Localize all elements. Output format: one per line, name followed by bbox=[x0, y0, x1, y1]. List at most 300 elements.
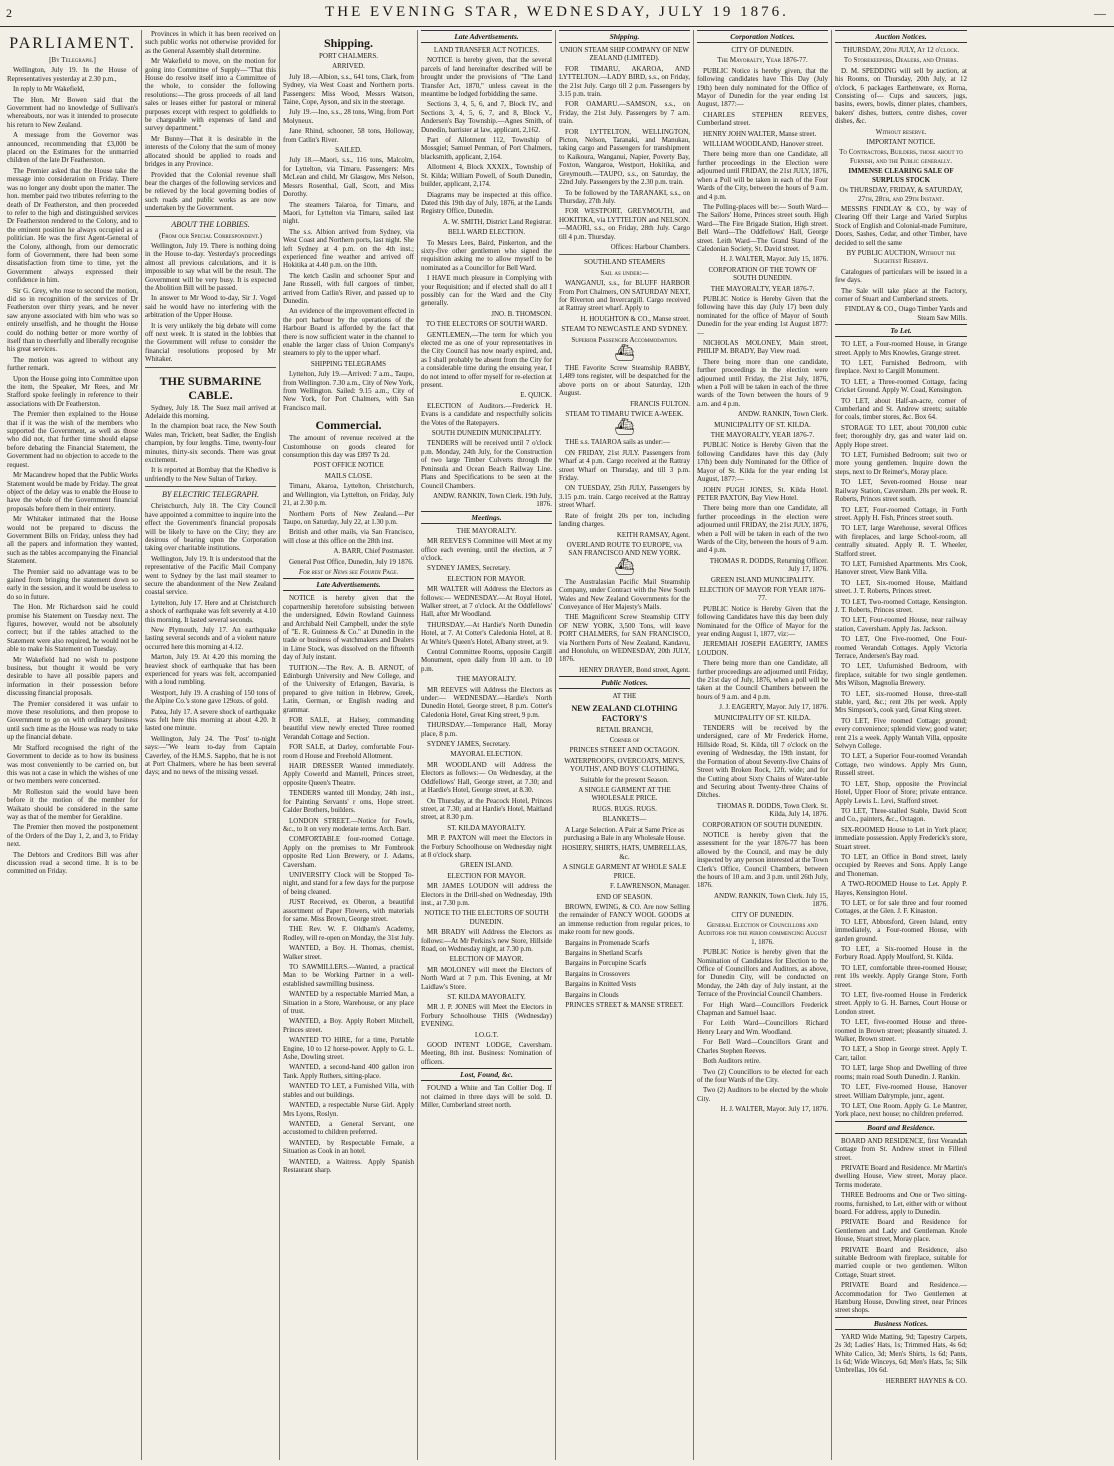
paragraph: The Premier then explained to the House that if it was the wish of the members who supported the Government, as well as those who did not, that further time should elapse before debating the Financial Statement, the Government had no objection to accede to the request. bbox=[7, 410, 138, 469]
paragraph: There being more than one candidate, further proceedings in the election were adjourned until Friday, the 21st July, 1876, when a Poll will be taken in each of the three wards of the Town between the hours of 9 a.m. and 4 p.m. bbox=[697, 357, 828, 408]
without-reserve: Without reserve. bbox=[875, 127, 927, 136]
paragraph: On Thursday, at the Peacock Hotel, Princes street, at 7.30; and at Hardie's Hotel, Maitland street, at 8.30 p.m. bbox=[421, 796, 552, 822]
divider bbox=[145, 216, 276, 217]
catalogue-note: Catalogues of particulars will be issued in a few days. bbox=[835, 267, 967, 285]
late-ads-heading: Late Advertisements. bbox=[421, 30, 552, 43]
paragraph: PUBLIC Notice is Hereby Given that the following Candidates have this day (July 17th) been duly Nominated for the Office of Mayor of St. Kilda for the year ending 1st August, 1877:— bbox=[697, 441, 828, 484]
paragraph: Lyttelton, July 17. Here and at Christchurch a shock of earthquake was felt severely at 4.10 this morning. It lasted several seconds. bbox=[145, 598, 276, 624]
paragraph: TO LET, a Superior Four-roomed Verandah Cottage, two windows. Apply Mrs Gunn, Russell street. bbox=[835, 752, 967, 778]
paragraph: TENDERS wanted till Monday, 24th inst., for Painting Servants' r oms, Hope street. Calder Brothers, builders. bbox=[283, 789, 414, 815]
south-dunedin-assessment-sign: ANDW. RANKIN, Town Clerk. July 15, 1876. bbox=[713, 891, 828, 909]
clothing-factory-heading: NEW ZEALAND CLOTHING FACTORY'S bbox=[571, 703, 678, 723]
paragraph: WANTED, a Boy. Apply Robert Mitchell, Princes street. bbox=[283, 1017, 414, 1034]
paragraph: The motion was agreed to without any further remark. bbox=[7, 355, 138, 373]
south-ward-sign: E. QUICK. bbox=[520, 391, 552, 400]
paragraph: JUST Received, ex Oberon, a beautiful assortment of Paper Flowers, with materials for same. Miss Brown, George street. bbox=[283, 898, 414, 923]
southland-body bbox=[559, 279, 690, 313]
st-kilda-tenders-body: TENDERS will be received by the undersigned, care of Mr Frederick Horne, Hillside Road, St. Kilda, till 7 o'clock on the evening of Wednesday, the 19th instant, for the Formation of about Seventy-five Chains of Street with Broken Rock, 12ft. wide; and for the Cutting about Sixty Chains of Water-table and Securing about Twenty-three Chains of Ditches. bbox=[697, 724, 828, 800]
auditors-notice: ELECTION of Auditors.—Frederick H. Evans is a candidate and respectfully solicits the Votes of the Ratepayers. bbox=[421, 401, 552, 427]
shipping-heading: Shipping. bbox=[559, 30, 690, 43]
lost-found-body: FOUND a White and Tan Collier Dog. If not claimed in three days will be sold. D. Miller, Cumberland street north. bbox=[421, 1084, 552, 1110]
land-transfer-body bbox=[421, 56, 552, 215]
paragraph: It is reported at Bombay that the Khedive is unfriendly to the New Sultan of Turkey. bbox=[145, 466, 276, 483]
paragraph: Marton, July 19. At 4.20 this morning the heaviest shock of earthquake that has been experienced for years was felt, accompanied with a loud rumbling. bbox=[145, 653, 276, 687]
overland-body bbox=[559, 578, 690, 664]
newcastle-sign: FRANCIS FULTON. bbox=[630, 399, 690, 408]
paragraph: In answer to Mr Wood to-day, Sir J. Vogel said he would have no interfering with the arbitration of the Upper House. bbox=[145, 294, 276, 320]
business-body: YARD Wide Matting, 9d; Tapestry Carpets, 2s 3d; Ladies' Hats, 1s; Trimmed Hats, 4s 6d; White Calico, 3d; Men's Shirts, 1s 6d; Pants, 1s 6d; Wide Winceys, 6d; Men's Hats, 5s; Silk Umbrellas, 10s 6d. bbox=[835, 1332, 967, 1375]
southland-sign: H. HOUGHTON & CO., Manse street. bbox=[580, 314, 690, 323]
green-island-heading: GREEN ISLAND. bbox=[460, 861, 513, 870]
paragraph: Wellington, July 19. In the House of Representatives yesterday at 2.30 p.m., bbox=[7, 66, 138, 83]
to-let-heading: To Let. bbox=[835, 324, 967, 337]
commercial-heading: Commercial. bbox=[315, 418, 382, 433]
paragraph: A SINGLE GARMENT AT THE WHOLESALE PRICE. bbox=[578, 786, 671, 803]
paragraph: Wellington, July 24. The 'Post' to-night says:—"We learn to-day from Captain Caverley, of the H.M.S. Sappho, that he is not at Port Chalmers, where he has been several days; and no news of the missing vessel. bbox=[145, 734, 276, 777]
corner-of-label: Corner of bbox=[609, 736, 640, 744]
paragraph: PUBLIC Notice is hereby given, that the following candidates have This Day (July 19th) been duly nominated for the Office of Mayor of Dunedin for the year ending 1st August, 1877:— bbox=[697, 66, 828, 109]
paragraph: TO LET, Three-stalled Stable, David Scott and Co., painters, &c., Octagon. bbox=[835, 806, 967, 824]
paragraph: Sections 3, 4, 5, 6, and 7, Block IV., and Sections 3, 4, 5, 6, 7, and 8, Block V., Andersen's Bay Township.—Agnes Smith, of Dunedin, barrister at law, applicant, 2,162. bbox=[421, 100, 552, 134]
south-dunedin-assessment-heading: CORPORATION OF SOUTH DUNEDIN. bbox=[702, 820, 823, 829]
shipping-telegrams-body bbox=[283, 370, 414, 412]
shipping-telegrams-heading: SHIPPING TELEGRAMS bbox=[310, 359, 387, 368]
paragraph: BLANKETS— bbox=[602, 815, 647, 824]
paragraph: A message from the Governor was announced, recommending that £3,000 be placed on the Estimates for the unmarried children of the late Dr Featherston. bbox=[7, 131, 138, 165]
paragraph: Sir G. Grey, who rose to second the motion, did so in recognition of the services of Dr Featherston over thirty years, and he never saw anyone associated with him who was so entirely unselfish, and he thought the House could do nothing better or more worthy of itself than to cheerfully and liberally recognise his great services. bbox=[7, 286, 138, 354]
paragraph: Both Auditors retire. bbox=[703, 1057, 761, 1066]
st-kilda-heading: ST. KILDA MAYORALTY. bbox=[447, 823, 526, 832]
paragraph: Provided that the Colonial revenue shall bear the charges of the following services and be relieved by the local governing bodies of such roads and public works as are now undertaken by the Government. bbox=[145, 170, 276, 213]
paragraph: WANTED, a respectable Nurse Girl. Apply Mrs Lyons, Roslyn. bbox=[283, 1101, 414, 1118]
paragraph: The s.s. Albion arrived from Sydney, via West Coast and Northern ports, last night. She left Sydney at 4 p.m. on the 4th inst.; experienced fine weather and arrived off Hokitika at 4.40 p.m. on the 10th. bbox=[283, 227, 414, 270]
paragraph: TO LET, five-roomed House in Frederick street. Apply to G. H. Barnes, Court House or London street. bbox=[835, 991, 967, 1016]
mayoral-election-heading: MAYORAL ELECTION. bbox=[450, 750, 523, 759]
parliament-heading: PARLIAMENT. bbox=[9, 35, 136, 52]
paragraph: Rate of freight 20s per ton, including landing charges. bbox=[559, 511, 690, 529]
election-mayor-heading: ELECTION OF MAYOR. bbox=[449, 955, 524, 964]
paragraph: TO LET, an Office in Bond street, lately occupied by Reeves and Sons. Apply Lange and Thoneman. bbox=[835, 852, 967, 878]
south-dunedin-assessment-body: NOTICE is hereby given that the assessment for the year 1876-77 has been allowed by the Council, and may be duly inspected by any person interested at the Town Clerk's Office, Council Chambers, between the hours of 10 a.m. and 3 p.m. until 26th July, 1876. bbox=[697, 830, 828, 890]
princes-octagon-label: PRINCES STREET AND OCTAGON. bbox=[569, 746, 680, 755]
st-kilda2-heading: ST. KILDA MAYORALTY. bbox=[447, 993, 526, 1002]
st-kilda-tenders-sign: THOMAS R. DODDS, Town Clerk. St. Kilda, July 14, 1876. bbox=[716, 801, 828, 819]
paragraph: SYDNEY JAMES, Secretary. bbox=[427, 564, 511, 573]
retail-branch-label: RETAIL BRANCH, bbox=[596, 725, 653, 734]
important-notice-sub: To Contractors, Builders, those about to Furnish, and the Public generally. bbox=[839, 148, 963, 165]
paragraph: FOR SALE, at Halsey, commanding beautiful view newly erected Three roomed Verandah Cottage and Section. bbox=[283, 716, 414, 741]
late-ads-body bbox=[283, 594, 414, 1174]
iogt-body: GOOD INTENT LODGE, Caversham. Meeting, 8th inst. Business: Nomination of officers. bbox=[421, 1041, 552, 1066]
paragraph: WANTED by a respectable Married Man, a Situation in a Store, Warehouse, or any place of trust. bbox=[283, 990, 414, 1016]
paragraph: NOTICE is hereby given, that the several parcels of land hereinafter described will be brought under the provisions of "The Land Transfer Act, 1870," unless caveat in the meantime be lodged forbidding the same. bbox=[421, 56, 552, 99]
paragraph: A Large Selection. A Pair at Same Price as purchasing a Bale in any Wholesale House. bbox=[563, 825, 686, 843]
paragraph: TO LET, Five-roomed House, Hanover street. William Dalrymple, junr., agent. bbox=[835, 1083, 967, 1100]
st-kilda-tenders-heading: MUNICIPALITY OF ST. KILDA. bbox=[714, 713, 811, 722]
paragraph: Bargains in Crossovers bbox=[565, 969, 630, 978]
paragraph: TO LET, five-roomed House and three-roomed in Brown street; pleasantly situated. J. Walker, Brown street. bbox=[835, 1018, 967, 1044]
column-4 bbox=[418, 30, 556, 1460]
page-number: 2 bbox=[6, 6, 12, 20]
steamship-icon: ⛴ bbox=[614, 558, 635, 576]
paragraph: TO LET, a Six-roomed House in the Forbury Road. Apply Moulford, St. Kilda. bbox=[835, 945, 967, 962]
paragraph: Jane Rhind, schooner, 58 tons, Holloway, from Catlin's River. bbox=[283, 127, 414, 144]
paragraph: SYDNEY JAMES, Secretary. bbox=[427, 740, 511, 749]
paragraph: THURSDAY.—Temperance Hall, Moray place, 8 p.m. bbox=[421, 721, 552, 738]
paragraph: TO LET, large Warehouse, several Offices with fireplaces, and large School-room, all centrally situated. Apply R. T. Wheeler, Stafford street. bbox=[835, 524, 967, 558]
paragraph: TO LET, Shop, opposite the Provincial Hotel, Upper Floor of Store; private entrance. Apply Lewis L. Levi, Stafford street. bbox=[835, 779, 967, 805]
paragraph: TO LET, Seven-roomed House near Railway Station, Caversham. 20s per week. R. Roberts, Princes street south. bbox=[835, 478, 967, 504]
paragraph: JEREMIAH JOSEPH EAGERTY, JAMES LOUDON. bbox=[697, 640, 828, 657]
paragraph: TO LET, large Shop and Dwelling of three rooms; main road South Dunedin. J. Rankin. bbox=[835, 1064, 967, 1081]
green-island-sub: ELECTION FOR MAYOR. bbox=[447, 871, 526, 880]
paragraph: WANGANUI, s.s., for BLUFF HARBOR From Port Chalmers, ON SATURDAY NEXT, for Riverton and Invercargill. Cargo received at Rattray street wharf. Apply to bbox=[559, 279, 690, 313]
paragraph: Timaru, Akaroa, Lyttelton, Christchurch, and Wellington, via Lyttelton, on Friday, July 21, at 2.30 p.m. bbox=[283, 482, 414, 508]
business-notices-heading: Business Notices. bbox=[835, 1317, 967, 1330]
masthead bbox=[0, 0, 1114, 27]
paragraph: British and other mails, via San Francisco, will close at this office on the 28th inst. bbox=[283, 528, 414, 545]
paragraph: HOSIERY, SHIRTS, HATS, UMBRELLAS, &c. bbox=[562, 844, 687, 861]
timaru-body bbox=[559, 438, 690, 528]
overland-sign: HENRY DRAYER, Bond street, Agent. bbox=[579, 665, 690, 674]
paragraph: THE Rev. W. F. Oldham's Academy, Rodley, will re-open on Monday, the 31st July. bbox=[283, 925, 414, 942]
late-ads-heading: Late Advertisements. bbox=[283, 578, 414, 591]
st-kilda-body: MR P. PAXTON will meet the Electors in the Forbury Schoolhouse on Wednesday night at 8 o'clock sharp. bbox=[421, 834, 552, 859]
lost-found-heading: Lost, Found, &c. bbox=[421, 1068, 552, 1081]
at-the-label: AT THE bbox=[612, 692, 637, 701]
telegraph-heading: BY ELECTRIC TELEGRAPH. bbox=[161, 490, 260, 500]
column-1 bbox=[4, 30, 142, 1460]
auction-notices-heading: Auction Notices. bbox=[835, 30, 967, 43]
arrived-label: ARRIVED. bbox=[332, 62, 365, 71]
paragraph: The steamers Taiaroa, for Timaru, and Maori, for Lyttelton via Timaru, sailed last night. bbox=[283, 200, 414, 226]
iogt-heading: I.O.G.T. bbox=[474, 1030, 499, 1039]
paragraph: The ketch Caslin and schooner Spur and Jane Russell, with full cargoes of timber, arrived from Catlin's River, and passed up to Dunedin. bbox=[283, 271, 414, 305]
paragraph: TO LET, a Four-roomed House, in Grange street. Apply to Mrs Knowles, Grange street. bbox=[835, 340, 967, 357]
paragraph: WANTED, a Waitress. Apply Spanish Restaurant sharp. bbox=[283, 1157, 414, 1174]
green-island-muni-heading: GREEN ISLAND MUNICIPALITY. bbox=[710, 575, 815, 584]
paragraph: It is very unlikely the big debate will come off next week. It is stated in the lobbies that the Government will refuse to consider the financial resolutions proposed by Mr Whitaker. bbox=[145, 321, 276, 364]
dunedin-election-sub: General Election of Councillors and Auditors for the period commencing August 1, 1876. bbox=[698, 921, 827, 946]
south-ward-heading: TO THE ELECTORS OF SOUTH WARD. bbox=[425, 320, 548, 329]
paragraph: Mr Whitaker intimated that the House would not be prepared to discuss the Government Bills on Friday, unless they had all the papers and information they wanted, such as the tables accompanying the Financial Statement. bbox=[7, 515, 138, 566]
paragraph: There being more than one Candidate, all further proceedings in the Election were adjourned until FRIDAY, the 21st JULY, 1876, when a Poll will be taken in each of the Four Wards of the City, between the hours of 9 a.m. and 4 p.m. bbox=[697, 150, 828, 201]
findlay-body: MESSRS FINDLAY & CO., by way of Clearing Off their Large and Varied Surplus Stock of English and Colonial-made Furniture, Doors, Sashes, Cedar, and other Timber, have decided to sell the same bbox=[835, 204, 967, 247]
steamship-icon: ⛴ bbox=[614, 345, 635, 362]
corporation-notices-heading: Corporation Notices. bbox=[697, 30, 828, 43]
paragraph: The Hon. Mr Richardson said he could promise his Statement on Tuesday next. The figures, however, would not be absolutely correct; but if the tables attached to the Statement were also required, he would not be able to make his Statement on Tuesday. bbox=[7, 603, 138, 654]
paragraph: PRIVATE Board and Residence for Gentlemen and Lady and Gentleman. Knole House, Stuart street, Moray place. bbox=[835, 1218, 967, 1244]
paragraph: RUGS. RUGS. RUGS. bbox=[592, 804, 657, 813]
paragraph: THE s.s. TAIAROA sails as under:— bbox=[565, 438, 670, 447]
paragraph: Bargains in Shetland Scarfs bbox=[565, 948, 643, 957]
clearing-sale-heading: IMMENSE CLEARING SALE OF SURPLUS STOCK bbox=[848, 167, 954, 184]
paragraph: TO LET, Four-roomed House, near railway station, Caversham. Apply Jas. Jackson. bbox=[835, 616, 967, 633]
paragraph: HENRY JOHN WALTER, Manse street. bbox=[703, 129, 817, 138]
paragraph: NICHOLAS MOLONEY, Main street, PHILIP M. BRADY, Bay View road. bbox=[697, 339, 828, 356]
newspaper-title: THE EVENING STAR, WEDNESDAY, JULY 19 1876. bbox=[325, 4, 789, 20]
paragraph: TO LET, Six-roomed House, Maitland street. J. T. Roberts, Princes street. bbox=[835, 578, 967, 596]
paragraph: Lyttelton, July 19.—Arrived: 7 a.m., Taupo, from Wellington. 7.30 a.m., City of New York, from Wellington. Sailed: 9.15 a.m., City of New York, for Port Chalmers, with San Francisco mail. bbox=[283, 370, 414, 412]
paragraph: SIX-ROOMED House to Let in York place; immediate possession. Apply Frederick's store, Stuart street. bbox=[835, 825, 967, 851]
bell-ward-body bbox=[421, 239, 552, 308]
brown-ewing-sign: PRINCES STREET & MANSE STREET. bbox=[565, 1000, 684, 1009]
mayor-election-heading: ELECTION FOR MAYOR. bbox=[447, 574, 526, 583]
paragraph: MR REEVES will Address the Electors as under:— WEDNESDAY.—Hardie's North Dunedin Hotel, George street, 8 p.m. Cotter's Caledonia Hotel, Great King street, 9 p.m. bbox=[421, 685, 552, 719]
divider bbox=[145, 486, 276, 487]
column-6 bbox=[694, 30, 832, 1460]
city-dunedin-heading: CITY OF DUNEDIN. bbox=[731, 46, 794, 54]
paragraph: The Premier asked that the House take the message into consideration on Friday. There was no longer any doubt upon the matter. The hon. member paid two tributes referring to the death of Dr Featherston, and then proceeded to refer to the high and distinguished services Dr Featherston rendered to the Colony, and to the eminent position he always occupied as a politician. He was the first Agent-General of the Colony, although, from our democratic form of Government, there had been some dissatisfaction from time to time, yet the Government always expressed their confidence in him. bbox=[7, 166, 138, 285]
paragraph: Mr Bunny—That it is desirable in the interests of the Colony that the sum of money allocated should be applied to roads and bridges in any Province. bbox=[145, 134, 276, 169]
paragraph: There being more than one Candidate, all further proceedings are adjourned until Friday, the 21st day of July, 1876, when a poll will be taken at the Council Chambers between the hours of 9 a.m. and 4 p.m. bbox=[697, 659, 828, 701]
paragraph: WANTED TO LET, a Furnished Villa, with stables and out buildings. bbox=[283, 1082, 414, 1099]
paragraph: PRIVATE Board and Residence, also suitable Bedroom with fireplace, suitable for married couple or two gentlemen. Wilton Cottage, Stuart street. bbox=[835, 1245, 967, 1279]
union-heading: UNION STEAM SHIP COMPANY OF NEW ZEALAND (LIMITED). bbox=[560, 46, 689, 63]
mayoralty2-heading: THE MAYORALTY. bbox=[456, 675, 517, 684]
paragraph: Christchurch, July 18. The City Council have appointed a committee to inquire into the effect the Government's financial proposals will be likely to have on the City; they are desirous of bearing upon the Corporation taking over charitable institutions. bbox=[145, 502, 276, 553]
paragraph: PUBLIC Notice is hereby given that the Nomination of Candidates for Election to the Office of Councillors and Auditors, as above, for Dunedin City, will be conducted on Monday, the 24th day of July instant, at the Terrace of the Provincial Council Chambers. bbox=[697, 948, 828, 999]
brown-ewing-body: BROWN, EWING, & CO. Are now Selling the remainder of FANCY WOOL GOODS at an immense reduction from regular prices, to make room for new goods. bbox=[559, 902, 690, 937]
column-2 bbox=[142, 30, 280, 1460]
paragraph: Westport, July 19. A crashing of 150 tons of the Alpine Co.'s stone gave 129ozs. of gold. bbox=[145, 688, 276, 706]
post-office-sign: A. BARR, Chief Postmaster. bbox=[333, 547, 414, 556]
paragraph: Northern Ports of New Zealand.—Per Taupo, on Saturday, July 22, at 1.30 p.m. bbox=[283, 509, 414, 526]
column-7 bbox=[832, 30, 970, 1460]
st-kilda-muni-heading: MUNICIPALITY OF ST. KILDA. bbox=[714, 420, 811, 429]
paragraph: PUBLIC Notice is Hereby Given that the following Candidates have this day been duly Nominated for the Office of Mayor for the year ending August 1, 1877, viz:— bbox=[697, 604, 828, 638]
paragraph: Sydney, July 18. The Suez mail arrived at Adelaide this morning. bbox=[145, 403, 276, 421]
paragraph: PRIVATE Board and Residence. Mr Martin's dwelling House, View street, Moray place. Terms moderate. bbox=[835, 1163, 967, 1189]
board-residence-list bbox=[835, 1137, 967, 1315]
paragraph: Provinces in which it has been received on such public works not otherwise provided for as the General Assembly shall determine. bbox=[145, 30, 276, 55]
paragraph: I HAVE much pleasure in Complying with your Requisition; and if elected shall do all I possibly can for the Ward and the City generally. bbox=[421, 274, 552, 308]
timaru-sign: KEITH RAMSAY, Agent. bbox=[616, 530, 690, 539]
paragraph: TO SAWMILLERS.—Wanted, a practical Man to be Working Partner in a well-established sawmilling business. bbox=[283, 963, 414, 988]
paragraph: WILLIAM WOODLAND, Hanover street. bbox=[703, 140, 824, 149]
paragraph: BOARD AND RESIDENCE, first Verandah Cottage from St. Andrew street in Filleul street. bbox=[835, 1136, 967, 1162]
paragraph: Mr Rolleston said the would have been before it the motion of the member for Waikato should be considered in the same way as that of the member for Geraldine. bbox=[7, 787, 138, 821]
bell-ward-sign: JNO. B. THOMSON. bbox=[491, 309, 552, 318]
sale-place-note: The Sale will take place at the Factory, corner of Stuart and Cumberland streets. bbox=[835, 286, 967, 303]
south-dunedin-sign: ANDW. RANKIN, Town Clerk. 19th July, 1876. bbox=[432, 491, 552, 509]
paragraph: WANTED, a second-hand 400 gallon iron Tank. Apply Ruthers, sitting-place. bbox=[283, 1063, 414, 1080]
port-heading: PORT CHALMERS. bbox=[319, 52, 378, 60]
business-sign: HERBERT HAYNES & CO. bbox=[885, 1376, 967, 1385]
paragraph: THURSDAY.—At Hardie's North Dunedin Hotel, at 7. At Cotter's Caledonia Hotel, at 8. At White's Queen's Hotel, Albany street, at 9. bbox=[421, 620, 552, 646]
paragraph: TO LET, Four-roomed Cottage, in Forth street. Apply H. Fish, Princes street south. bbox=[835, 505, 967, 522]
paragraph: A TWO-ROOMED House to Let. Apply P. Hayes, Kensington Hotel. bbox=[835, 880, 967, 897]
paragraph: ON FRIDAY, 21st JULY. Passengers from Wharf at 4 p.m. Cargo received at the Rattray street Wharf on Thursday, and till 3 p.m. Friday. bbox=[559, 448, 690, 483]
column-3 bbox=[280, 30, 418, 1460]
end-season-heading: END OF SEASON. bbox=[596, 892, 653, 901]
paragraph: Mr Macandrew hoped that the Public Works Statement would be made by Friday. The great object of the delay was to enable the House to have the whole of the Government financial proposals before them in their entirety. bbox=[7, 471, 138, 513]
paragraph: The Premier said no advantage was to be gained from bringing the statement down so early in the session, and it would be useless to do so in future. bbox=[7, 567, 138, 601]
paragraph: Mr Stafford recognised the right of the Government to decide as to how its business was most conveniently to be carried on, but this was not a case in which the wishes of one or two members were concerned. bbox=[7, 743, 138, 786]
divider bbox=[559, 254, 690, 255]
paragraph: NOTICE is hereby given that the copartnership heretofore subsisting between the undersigned, Edwin Rowland Guinness and Archibald Neil Campbell, under the style of "E. R. Guinness & Co." at Dunedin in the trade or business of watchmakers and Dealers in Lime Stock, was dissolved on the fifteenth day of July instant. bbox=[283, 594, 414, 662]
bargains-list bbox=[559, 939, 690, 999]
paragraph: Bargains in Promenade Scarfs bbox=[565, 938, 650, 947]
paragraph: The Premier considered it was unfair to move these resolutions, and then propose to Government to go on with ordinary business until such time as the House was ready to take up the financial debate. bbox=[7, 699, 138, 742]
city-dunedin-body bbox=[697, 67, 828, 254]
paragraph: JOHN PUGH JONES, St. Kilda Hotel. PETER PAXTON, Bay View Hotel. bbox=[697, 485, 828, 502]
clothing-sign: F. LAWRENSON, Manager. bbox=[610, 882, 690, 891]
paragraph: New Plymouth, July 17. An earthquake lasting several seconds and of a violent nature occurred here this morning at 4.12. bbox=[145, 625, 276, 651]
paragraph: TO LET, One Five-roomed, One Four-roomed Verandah Cottages. Apply Victoria Terrace, Andersen's Bay road. bbox=[835, 635, 967, 660]
post-office-date: General Post Office, Dunedin, July 19 1876. bbox=[289, 557, 414, 566]
timaru-heading: STEAM TO TIMARU TWICE A-WEEK. bbox=[565, 410, 684, 419]
paragraph: Upon the House going into Committee upon the item, the Speaker, Mr Rees, and Mr Stafford spoke feelingly in reference to their associations with Dr Featherston. bbox=[7, 374, 138, 408]
paragraph: FOR LYTTELTON, WELLINGTON, Picton, Nelson, Taranaki, and Manukau, taking cargo and Passengers for transhipment to Kaikoura, Wanganui, Napier, Poverty Bay, Foxton, Wangaroa, Westport, Hokitika, and Greymouth.—TAUPO, s.s., on Saturday, the 22nd July. Passengers by the 2.30 p.m. train. bbox=[559, 127, 690, 187]
paragraph: WANTED TO HIRE, for a time, Portable Engine, 10 to 12 horse-power. Apply to G. L. Ashe, Dowling street. bbox=[283, 1036, 414, 1062]
board-residence-heading: Board and Residence. bbox=[835, 1121, 967, 1134]
shipping-heading: Shipping. bbox=[323, 36, 374, 50]
green-island-muni-sign: J. J. EAGERTY, Mayor. July 17, 1876. bbox=[719, 703, 828, 712]
paragraph: FOR TIMARU, AKAROA, AND LYTTELTON.—LADY BIRD, s.s., on Friday, the 21st July. Cargo till 2 p.m. Passengers by 3.15 p.m. train. bbox=[559, 64, 690, 99]
newcastle-body: THE Favorite Screw Steamship RABBY, 1,489 tons register, will be despatched for the above ports on or about Saturday, 12th August. bbox=[559, 364, 690, 398]
south-dunedin-heading: SOUTH DUNEDIN MUNICIPALITY. bbox=[431, 429, 542, 438]
paragraph: July 18.—Maori, s.s., 116 tons, Malcolm, for Lyttelton, via Timaru. Passengers: Mrs McLean and child, Mr Glasgow, Mrs Nelson, Messrs Rosenthal, Gall, Scott, and Miss Dorothy. bbox=[283, 156, 414, 199]
overland-heading: OVERLAND ROUTE TO EUROPE, via SAN FRANCISCO AND NEW YORK. bbox=[566, 540, 683, 558]
paragraph: Wellington, July 19. There is nothing doing in the House to-day. Yesterday's proceedings almost all previous calculations, and it is impossible to say what will be the result. The Government will be very busy. It is expected the Abolition Bill will be passed. bbox=[145, 241, 276, 292]
st-kilda2-body: MR J. P. JONES will Meet the Electors in Forbury Schoolhouse THIS (Wednesday) EVENING. bbox=[421, 1003, 552, 1029]
paragraph: MR WOODLAND will Address the Electors as follows:— On Wednesday, at the Oddfellows' Hall, George street, at 7.30; and at Hardie's Hotel, George street, at 8.30. bbox=[421, 760, 552, 795]
paragraph: Two (2) Councillors to be elected for each of the four Wards of the City. bbox=[697, 1067, 828, 1084]
paragraph: CHARLES STEPHEN REEVES, Cumberland street. bbox=[697, 110, 828, 128]
south-dunedin-corp-body bbox=[697, 295, 828, 408]
south-ward-body: GENTLEMEN,—The term for which you elected me as one of your representatives in the City Council has now nearly expired, and, as I shall probably be absent from the City for a considerable time during the ensuing year, I do not intend to offer myself for re-election at present. bbox=[421, 330, 552, 390]
paragraph: FOR WESTPORT, GREYMOUTH, and HOKITIKA, via LYTTELTON and NELSON.—MAORI, s.s., on Friday, 28th July. Cargo till 4 p.m. Thursday. bbox=[559, 207, 690, 241]
paragraph: Bargains in Knitted Vests bbox=[565, 980, 637, 989]
dunedin-election-body bbox=[697, 948, 828, 1103]
paragraph: LONDON STREET.—Notice for Fowls, &c., to lt on very moderate terms. Arch. Barr. bbox=[283, 816, 414, 833]
paragraph: Mr Wakefield had no wish to postpone business, but thought it would be very desirable to have all possible papers and information in their possession before discussing financial proposals. bbox=[7, 655, 138, 698]
south-dunedin-corp-heading: CORPORATION OF THE TOWN OF SOUTH DUNEDIN. bbox=[708, 265, 817, 283]
to-let-list bbox=[835, 340, 967, 1119]
paragraph: TO LET, Abbotsford, Green Island, entry immediately, a Four-roomed House, with garden ground. bbox=[835, 917, 967, 943]
mayoralty2-body bbox=[421, 686, 552, 749]
paragraph: To be followed by the TARANAKI, s.s., on Thursday, 27th July. bbox=[559, 188, 690, 205]
paragraph: TO LET, a Three-roomed Cottage, facing Cricket Ground. Apply W. Coad, Kensington. bbox=[835, 377, 967, 395]
paragraph: PUBLIC Notice is Hereby Given that the following have this day (July 17) been duly nominated for the office of Mayor of South Dunedin for the year ending 1st August 1877:— bbox=[697, 294, 828, 337]
paragraph: THE Magnificent Screw Steamship CITY OF NEW YORK, 3,500 Tons, will leave PORT CHALMERS, for SAN FRANCISCO, via Northern Ports of New Zealand, Kandavu, and Honolulu, on WEDNESDAY, 20th JULY, 1876. bbox=[559, 613, 690, 664]
paragraph: Wellington, July 19. It is understood that the representative of the Pacific Mail Company went to Sydney by the last mail steamer to secure the abandonment of the New Zealand coastal service. bbox=[145, 554, 276, 597]
paragraph: Part of Allotment 112, Township of Mossgiel; Samuel Penman, of Port Chalmers, blacksmith, applicant, 2,164. bbox=[421, 136, 552, 161]
paragraph: A SINGLE GARMENT AT WHOLE SALE PRICE. bbox=[562, 863, 687, 880]
southland-sub: Sail as under:— bbox=[600, 268, 649, 277]
paragraph: Two (2) Auditors to be elected by the whole City. bbox=[697, 1086, 828, 1103]
mayor-election-body bbox=[421, 585, 552, 673]
paragraph: July 19.—Ino, s.s., 28 tons, Wing, from Port Molyneux. bbox=[283, 108, 414, 125]
paragraph: TO LET, a Shop in George street. Apply T. Carr, tailor. bbox=[835, 1045, 967, 1062]
southland-heading: SOUTHLAND STEAMERS bbox=[583, 258, 666, 267]
south-dunedin-corp-sign: ANDW. RANKIN, Town Clerk. bbox=[737, 410, 828, 419]
public-notices-heading: Public Notices. bbox=[559, 676, 690, 689]
green-island-body: MR JAMES LOUDON will address the Electors in the Drill-shed on Wednesday, 19th inst., at 7.30 p.m. bbox=[421, 882, 552, 907]
sailed-label: SAILED. bbox=[335, 146, 362, 155]
post-office-heading: POST OFFICE NOTICE bbox=[313, 461, 384, 470]
paragraph: Bargains in Porcupine Scarfs bbox=[565, 959, 647, 968]
clearing-sale-dates: On THURSDAY, FRIDAY, & SATURDAY, 27th, 28th, and 29th Instant. bbox=[839, 186, 963, 203]
paragraph: In the champion boat race, the New South Wales man, Trickett, beat Sadler, the English champion, by four lengths. Time, twenty-four minutes, thirty-six seconds. There was great excitement. bbox=[145, 422, 276, 465]
paragraph: FOR OAMARU.—SAMSON, s.s., on Friday, the 21st July. Passengers by 7 a.m. train. bbox=[559, 100, 690, 126]
paragraph: For High Ward—Councillors Frederick Chapman and Samuel Isaac. bbox=[697, 1000, 828, 1018]
auction-date: THURSDAY, 20th JULY, At 12 o'clock. bbox=[842, 46, 960, 54]
paragraph: Allotment 4, Block XXXIX., Township of St. Kilda; William Powell, of South Dunedin, builder, applicant, 2,174. bbox=[421, 163, 552, 189]
lobbies-body bbox=[145, 242, 276, 364]
paragraph: WATERPROOFS, OVERCOATS, MEN'S, YOUTHS', AND BOYS' CLOTHING, bbox=[564, 756, 685, 774]
sailed-body bbox=[283, 156, 414, 357]
important-notice-heading: IMPORTANT NOTICE. bbox=[866, 138, 936, 147]
newcastle-heading: STEAM TO NEWCASTLE AND SYDNEY. bbox=[561, 325, 688, 334]
paragraph: Suitable for the present Season. bbox=[580, 775, 669, 784]
amendments-body bbox=[145, 30, 276, 213]
green-island-muni-body bbox=[697, 605, 828, 701]
paragraph: TO LET, six-roomed House, three-stall stable, yard, &c.; rent 20s per week. Apply Mrs Simpson's, cook yard, Great King street. bbox=[835, 689, 967, 715]
paragraph: TUITION.—The Rev. A. B. ARNOT, of Edinburgh University and New College, and of the University of Erlangen, Bavaria, is prepared to give tuition in Hebrew, Greek, Latin, German, or English reading and grammar. bbox=[283, 663, 414, 714]
paragraph: Diagrams may be inspected at this office. Dated this 19th day of July, 1876, at the Lands Registry Office, Dunedin. bbox=[421, 190, 552, 216]
land-transfer-sign: A. W. SMITH, District Land Registrar. bbox=[442, 217, 552, 226]
parliament-body bbox=[7, 66, 138, 875]
dunedin-election-heading: CITY OF DUNEDIN. bbox=[731, 910, 794, 919]
city-dunedin-sign: H. J. WALTER, Mayor. July 15, 1876. bbox=[720, 255, 828, 264]
south-dunedin-corp-sub: THE MAYORALTY, YEAR 1876-7. bbox=[710, 284, 815, 293]
steamship-icon: ⛴ bbox=[614, 419, 635, 437]
mayoralty-heading: THE MAYORALTY. bbox=[456, 526, 517, 535]
paragraph: THREE Bedrooms and One or Two sitting-rooms, furnished, to Let, either with or without board. For address, apply to Dunedin. bbox=[835, 1191, 967, 1216]
paragraph: WANTED, a General Servant, one accustomed to children preferred. bbox=[283, 1119, 414, 1137]
electors-notice-body: MR BRADY will Address the Electors as follows:—At Mr Perkins's new Store, Hillside Road, on Wednesday night, at 7.30 p.m. bbox=[421, 928, 552, 953]
paragraph: TO LET, Furnished Bedroom; suit two or more young gentlemen. Inquire down the steps, next to Dr Reimer's, Moray place. bbox=[835, 451, 967, 476]
paragraph: WANTED, a Boy. H. Thomas, chemist, Walker street. bbox=[283, 944, 414, 961]
paragraph: FOR SALE, at Darley, comfortable Four-room d House and Freehold Allotment. bbox=[283, 743, 414, 760]
paragraph: For Bell Ward—Councillors Grant and Charles Stephen Reeves. bbox=[697, 1038, 828, 1055]
paragraph: TO LET, Furnished Bedroom, with fireplace. Next to Cargill Monument. bbox=[835, 359, 967, 376]
election-mayor-body: MR MOLONEY will meet the Electors of North Ward at 7 p.m. This Evening, at Mr Laidlaw's Store. bbox=[421, 965, 552, 991]
paragraph: The Debtors and Creditors Bill was after discussion read a second time. It is to be committed on Friday. bbox=[7, 850, 138, 876]
paragraph: COMFORTABLE four-roomed Cottage. Apply on the premises to Mr Fombrook opposite Red Lion Brewery, or J. Adams, Caversham. bbox=[283, 835, 414, 869]
paragraph: MR WALTER will Address the Electors as follows:— WEDNESDAY.—At Royal Hotel, Walker street, at 7 o'clock. At the Oddfellows' Hall, after Mr Woodland. bbox=[421, 585, 552, 619]
paragraph: The Premier then moved the postponement of the Orders of the Day 1, 2, and 3, to Friday next. bbox=[7, 823, 138, 849]
masthead-marker: — bbox=[1094, 6, 1106, 20]
paragraph: PRIVATE Board and Residence.—Accommodation for Two Gentlemen at Hamburg House, Dowling street, near Princes street shops. bbox=[835, 1281, 967, 1315]
paragraph: HAIR DRESSER Wanted immediately. Apply Cowerld and Mantell, Princes street, opposite Queen's Theatre. bbox=[283, 762, 414, 787]
public-auction-label: BY PUBLIC AUCTION, Without the Slightest Reserve. bbox=[846, 248, 956, 266]
dunedin-election-sign: H. J. WALTER, Mayor. July 17, 1876. bbox=[720, 1105, 828, 1114]
paragraph: Central Committee Rooms, opposite Cargill Monument, open daily from 10 a.m. to 10 p.m. bbox=[421, 648, 552, 673]
paragraph: The Polling-places will be:— South Ward—The Sailors' Home, Princes street south. High Ward—The Fire Brigade Station, High street. Bell Ward—The Oddfellows' Hall, George street. Leith Ward—The Grand Stand of the Caledonian Society, St. David street. bbox=[697, 202, 828, 253]
lobbies-heading: ABOUT THE LOBBIES. bbox=[171, 219, 250, 229]
fourth-page-note: For rest of News see Fourth Page. bbox=[298, 567, 399, 576]
paragraph: The Hon. Mr Bowen said that the Government had no knowledge of Sullivan's whereabouts, nor was it intended to prosecute his return to New Zealand. bbox=[7, 95, 138, 129]
paragraph: Patea, July 17. A severe shock of earthquake was felt here this morning at about 4.20. It lasted one minute. bbox=[145, 707, 276, 733]
paragraph: There being more than one Candidate, all further proceedings in the election were adjourned until FRIDAY, the 21st JULY, 1876, when a Poll will be taken in each of the two Wards of the City, between the hours of 9 a.m. and 4 p.m. bbox=[697, 504, 828, 555]
bell-ward-heading: BELL WARD ELECTION. bbox=[447, 228, 526, 237]
clothing-body bbox=[559, 757, 690, 880]
paragraph: To Messrs Lees, Baird, Pinkerton, and the sixty-five other gentlemen who signed the requisition asking me to allow myself to be nominated as a Councillor for Bell Ward. bbox=[421, 238, 552, 272]
auction-audience: To Storekeepers, Dealers, and Others. bbox=[843, 56, 959, 65]
electors-notice-heading: NOTICE TO THE ELECTORS OF SOUTH DUNEDIN. bbox=[424, 909, 549, 926]
paragraph: Bargains in Clouds bbox=[565, 990, 619, 999]
paragraph: For Leith Ward—Councillors Richard Henry Leary and Wm. Woodland. bbox=[697, 1019, 828, 1036]
paragraph: TO LET, Furnished Apartments. Mrs Cook, Hanover street, View Bank Villa. bbox=[835, 559, 967, 577]
newcastle-sub: Superior Passenger Accommodation. bbox=[571, 335, 678, 344]
south-dunedin-body: TENDERS will be received until 7 o'clock p.m. Monday, 24th July, for the Construction of two large Timber Culverts through the Peninsula and Ocean Beach Railway Line. Plans and Specifications to be seen at the Council Chambers. bbox=[421, 439, 552, 490]
paragraph: An evidence of the improvement effected in the port harbour by the operations of the Harbour Board is afforded by the fact that there is now sufficient water in the channel to enable the larger class of Union Company's steamers to ply to the upper wharf. bbox=[283, 307, 414, 358]
divider bbox=[145, 367, 276, 368]
column-5 bbox=[556, 30, 694, 1460]
